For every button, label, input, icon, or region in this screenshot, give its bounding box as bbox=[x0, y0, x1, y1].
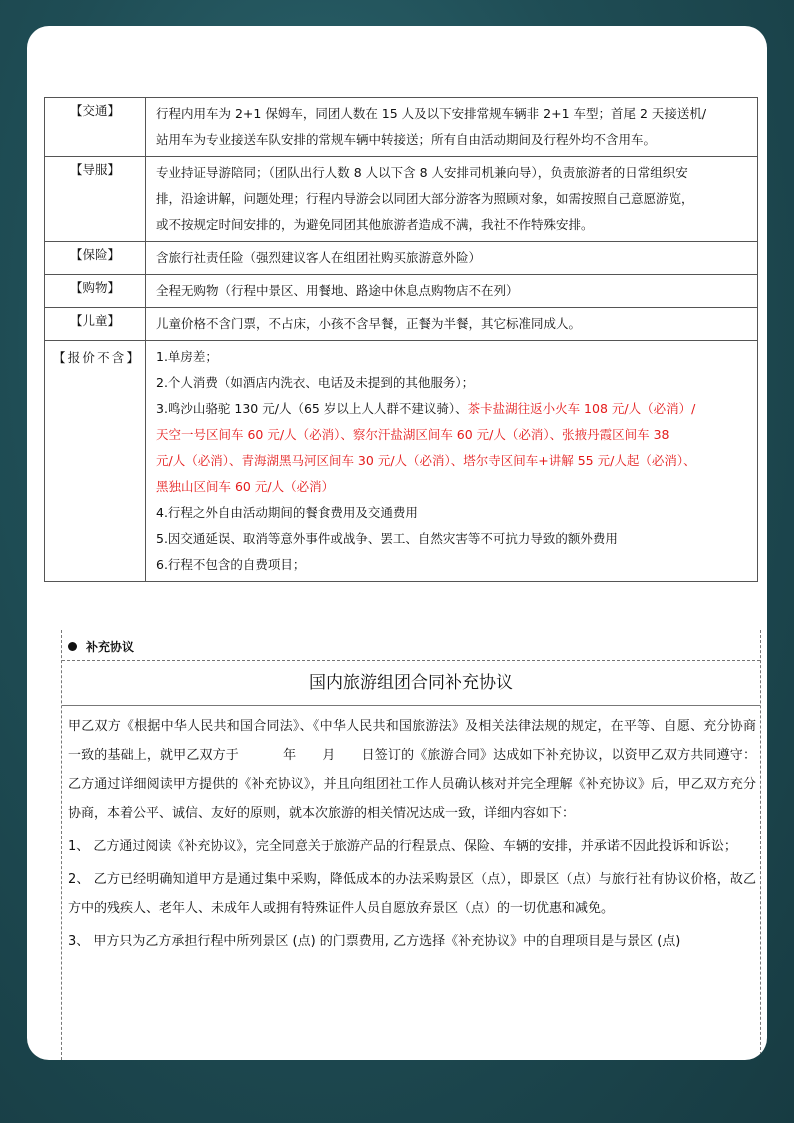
text-segment: 行程内用车为 2+1 保姆车，同团人数在 15 人及以下安排常规车辆非 2+1 车型；首尾 2 天接送机/ bbox=[156, 106, 707, 121]
content-line bbox=[156, 448, 751, 474]
table-row bbox=[45, 275, 758, 308]
text-segment: 或不按规定时间安排的，为避免同团其他旅游者造成不满，我社不作特殊安排。 bbox=[156, 217, 594, 232]
content-line bbox=[156, 212, 751, 238]
text-segment: 专业持证导游陪同；（团队出行人数 8 人以下含 8 人安排司机兼向导），负责旅游者的日常组织安 bbox=[156, 165, 688, 180]
content-line bbox=[156, 526, 751, 552]
content-line bbox=[156, 101, 751, 127]
intro-text-a: 甲乙双方《根据中华人民共和国合同法》、《中华人民共和国旅游法》及相关法律法规的规定，在平等、自愿、充分协商一致的基础上，就甲乙双方于 bbox=[68, 719, 756, 763]
table-row bbox=[45, 98, 758, 157]
row-content bbox=[146, 308, 758, 341]
text-segment: 5.因交通延误、取消等意外事件或战争、罢工、自然灾害等不可抗力导致的额外费用 bbox=[156, 531, 618, 546]
table-row bbox=[45, 308, 758, 341]
row-label: 【报价不含】 bbox=[45, 341, 146, 582]
row-label: 【购物】 bbox=[45, 275, 146, 308]
content-line bbox=[156, 344, 751, 370]
row-content bbox=[146, 98, 758, 157]
table-row bbox=[45, 242, 758, 275]
table-row bbox=[45, 341, 758, 582]
text-segment: 站用车为专业接送车队安排的常规车辆中转接送；所有自由活动期间及行程外均不含用车。 bbox=[156, 132, 657, 147]
row-label: 【儿童】 bbox=[45, 308, 146, 341]
content-line bbox=[156, 370, 751, 396]
section-header bbox=[62, 630, 760, 661]
content-line bbox=[156, 245, 751, 271]
row-content bbox=[146, 275, 758, 308]
content-line bbox=[156, 552, 751, 578]
intro-text-b: 日签订的《旅游合同》达成如下补充协议，以资甲乙双方共同遵守：乙方通过详细阅读甲方提供的《补充协议》，并且向组团社工作人员确认核对并完全理解《补充协议》后，甲乙双方充分协商，本着公平、诚信、友好的原则，就本次旅游的相关情况达成一致，详细内容如下： bbox=[68, 748, 756, 821]
row-label: 【导服】 bbox=[45, 157, 146, 242]
text-segment: 6.行程不包含的自费项目； bbox=[156, 557, 306, 572]
supplementary-agreement-section bbox=[61, 630, 761, 1060]
content-line bbox=[156, 160, 751, 186]
highlighted-text: 黑独山区间车 60 元/人（必消） bbox=[156, 479, 335, 494]
row-content bbox=[146, 157, 758, 242]
agreement-title: 国内旅游组团合同补充协议 bbox=[62, 661, 760, 706]
itinerary-terms-table bbox=[44, 97, 758, 582]
highlighted-text: 元/人（必消）、青海湖黑马河区间车 30 元/人（必消）、塔尔寺区间车+讲解 55 元/人起（必消）、 bbox=[156, 453, 696, 468]
document-page bbox=[27, 26, 767, 1060]
row-label: 【交通】 bbox=[45, 98, 146, 157]
agreement-intro bbox=[68, 712, 756, 828]
content-line bbox=[156, 278, 751, 304]
year-char: 年 bbox=[282, 748, 297, 763]
agreement-body bbox=[62, 706, 760, 956]
table-row bbox=[45, 157, 758, 242]
content-line bbox=[156, 422, 751, 448]
highlighted-text: 茶卡盐湖往返小火车 108 元/人（必消）/ bbox=[467, 401, 696, 416]
row-content bbox=[146, 341, 758, 582]
row-label: 【保险】 bbox=[45, 242, 146, 275]
content-line bbox=[156, 500, 751, 526]
text-segment: 2.个人消费（如酒店内洗衣、电话及未提到的其他服务）； bbox=[156, 375, 475, 390]
content-line bbox=[156, 396, 751, 422]
agreement-item: 3、 甲方只为乙方承担行程中所列景区 (点) 的门票费用, 乙方选择《补充协议》中的自理项目是与景区 (点) bbox=[68, 934, 681, 949]
row-content bbox=[146, 242, 758, 275]
text-segment: 4.行程之外自由活动期间的餐食费用及交通费用 bbox=[156, 505, 418, 520]
text-segment: 儿童价格不含门票，不占床，小孩不含早餐，正餐为半餐，其它标准同成人。 bbox=[156, 316, 582, 331]
section-label: 补充协议 bbox=[86, 640, 135, 654]
highlighted-text: 天空一号区间车 60 元/人（必消）、察尔汗盐湖区间车 60 元/人（必消）、张掖丹霞区间车 38 bbox=[156, 427, 670, 442]
text-segment: 排，沿途讲解，问题处理；行程内导游会以同团大部分游客为照顾对象，如需按照自己意愿游览， bbox=[156, 191, 694, 206]
text-segment: 3.鸣沙山骆驼 130 元/人（65 岁以上人人群不建议骑）、 bbox=[156, 401, 468, 416]
text-segment: 全程无购物（行程中景区、用餐地、路途中休息点购物店不在列） bbox=[156, 283, 519, 298]
text-segment: 1.单房差； bbox=[156, 349, 218, 364]
content-line bbox=[156, 474, 751, 500]
content-line bbox=[156, 186, 751, 212]
text-segment: 含旅行社责任险（强烈建议客人在组团社购买旅游意外险） bbox=[156, 250, 482, 265]
content-line bbox=[156, 311, 751, 337]
month-char: 月 bbox=[322, 748, 336, 763]
agreement-item: 1、 乙方通过阅读《补充协议》，完全同意关于旅游产品的行程景点、保险、车辆的安排，并承诺不因此投诉和诉讼； bbox=[68, 839, 737, 854]
agreement-item: 2、 乙方已经明确知道甲方是通过集中采购，降低成本的办法采购景区（点），即景区（点）与旅行社有协议价格，故乙方中的残疾人、老年人、未成年人或拥有特殊证件人员自愿放弃景区（点）的一切优惠和减免。 bbox=[68, 872, 756, 916]
bullet-icon bbox=[68, 642, 77, 651]
content-line bbox=[156, 127, 751, 153]
